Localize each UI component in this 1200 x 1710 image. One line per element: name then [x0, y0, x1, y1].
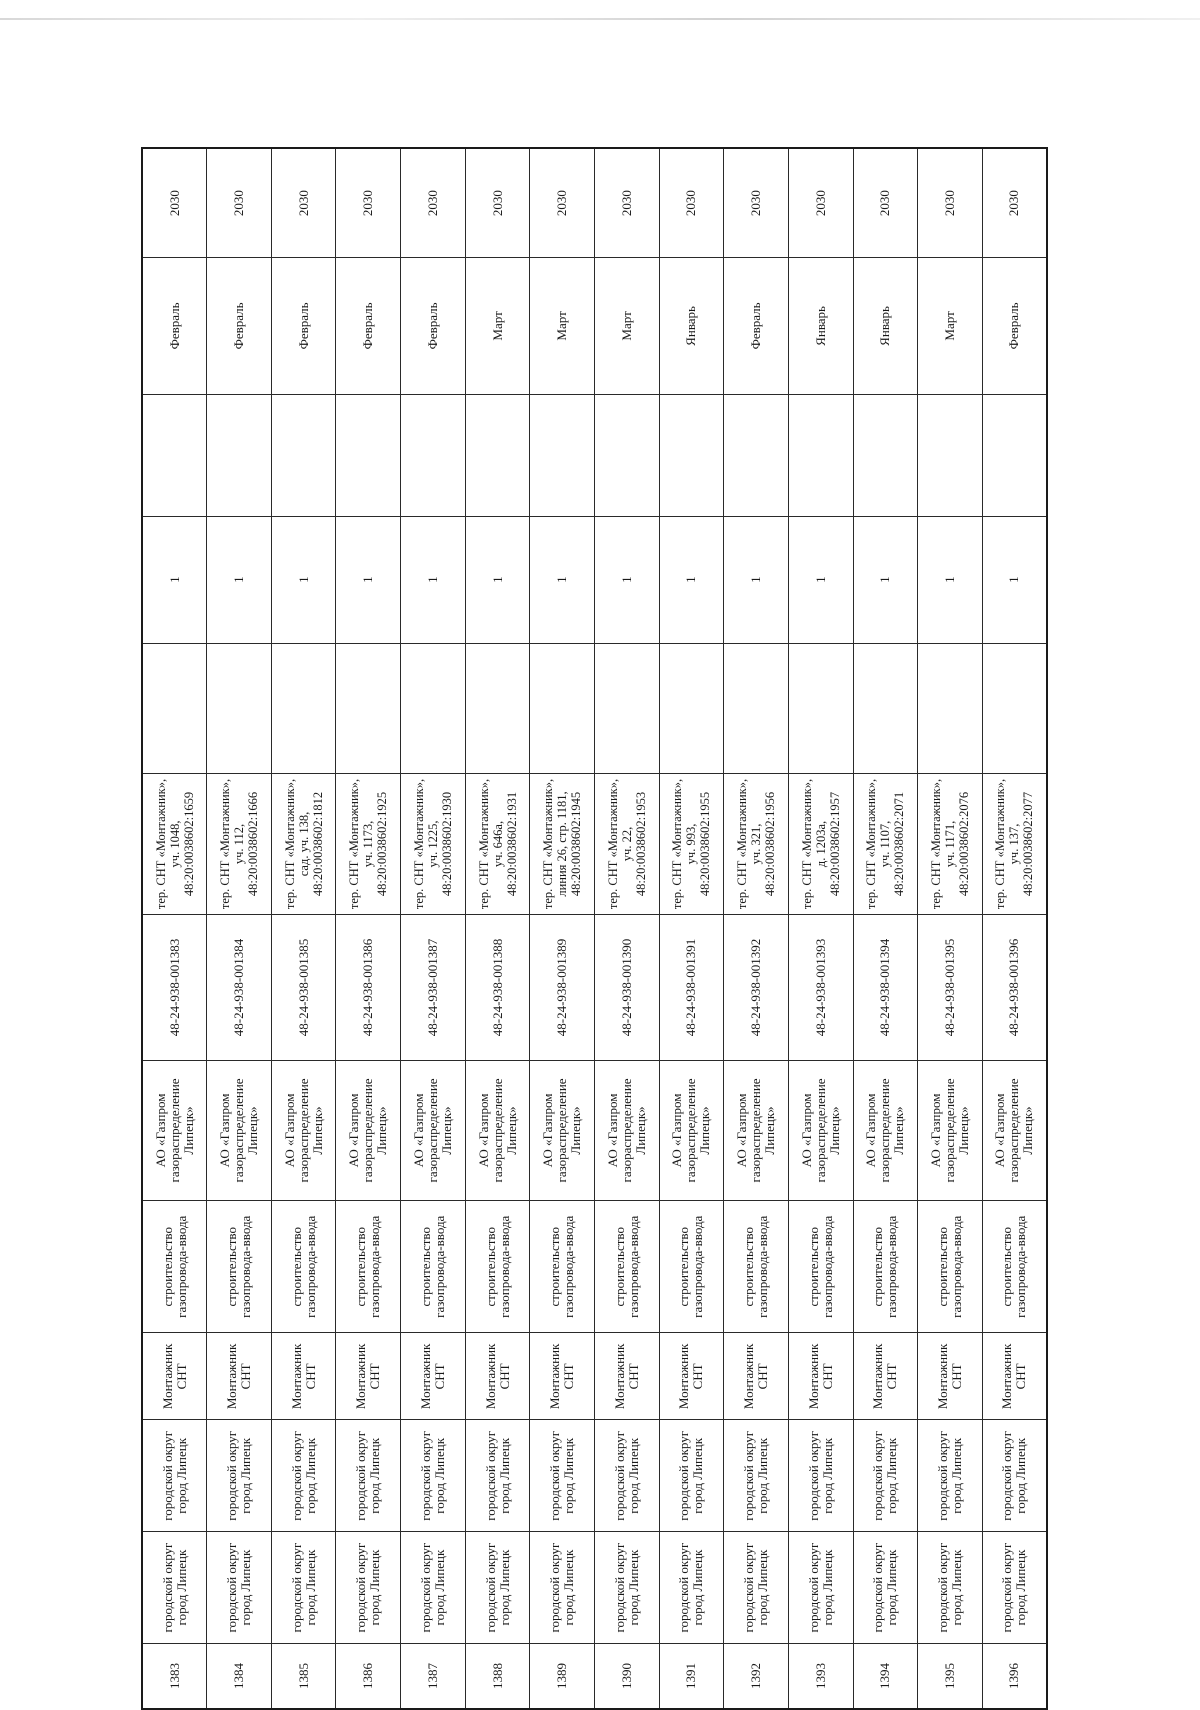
work-type-cell: строительство газопровода-ввода: [401, 1201, 466, 1333]
count-cell: 1: [918, 516, 983, 643]
municipal-district-cell: городской округ город Липецк: [271, 1532, 336, 1644]
settlement-cell: городской округ город Липецк: [659, 1420, 724, 1532]
locality-cell: Монтажник СНТ: [401, 1333, 466, 1420]
object-id-cell: 48-24-938-001394: [853, 915, 918, 1061]
empty-cell: [142, 394, 207, 516]
count-cell: 1: [982, 516, 1047, 643]
address-cell: тер. СНТ «Монтажник», д. 1203а, 48:20:0038602:1957: [788, 773, 853, 914]
organization-cell: АО «Газпром газораспределение Липецк»: [336, 1060, 401, 1200]
locality-cell: Монтажник СНТ: [724, 1333, 789, 1420]
organization-cell: АО «Газпром газораспределение Липецк»: [530, 1060, 595, 1200]
organization-cell: АО «Газпром газораспределение Липецк»: [918, 1060, 983, 1200]
month-cell: Март: [530, 258, 595, 394]
object-id-cell: 48-24-938-001396: [982, 915, 1047, 1061]
table-row: [336, 148, 401, 1709]
count-cell: 1: [530, 516, 595, 643]
table-row: [401, 148, 466, 1709]
empty-cell: [982, 643, 1047, 773]
empty-cell: [853, 394, 918, 516]
month-cell: Март: [465, 258, 530, 394]
municipal-district-cell: городской округ город Липецк: [724, 1532, 789, 1644]
municipal-district-cell: городской округ город Липецк: [659, 1532, 724, 1644]
locality-cell: Монтажник СНТ: [207, 1333, 272, 1420]
address-cell: тер. СНТ «Монтажник», уч. 137, 48:20:0038602:2077: [982, 773, 1047, 914]
object-id-cell: 48-24-938-001392: [724, 915, 789, 1061]
organization-cell: АО «Газпром газораспределение Липецк»: [401, 1060, 466, 1200]
table-row: [271, 148, 336, 1709]
table-row: [207, 148, 272, 1709]
municipal-district-cell: городской округ город Липецк: [788, 1532, 853, 1644]
row-number: 1384: [207, 1643, 272, 1709]
work-type-cell: строительство газопровода-ввода: [788, 1201, 853, 1333]
empty-cell: [530, 394, 595, 516]
work-type-cell: строительство газопровода-ввода: [207, 1201, 272, 1333]
address-cell: тер. СНТ «Монтажник», линия 26, стр. 1181, 48:20:0038602:1945: [530, 773, 595, 914]
count-cell: 1: [336, 516, 401, 643]
address-cell: тер. СНТ «Монтажник», уч. 1225, 48:20:0038602:1930: [401, 773, 466, 914]
year-cell: 2030: [401, 148, 466, 258]
table-row: [724, 148, 789, 1709]
empty-cell: [142, 643, 207, 773]
locality-cell: Монтажник СНТ: [853, 1333, 918, 1420]
address-cell: тер. СНТ «Монтажник», уч. 1107, 48:20:0038602:2071: [853, 773, 918, 914]
row-number: 1394: [853, 1643, 918, 1709]
work-type-cell: строительство газопровода-ввода: [724, 1201, 789, 1333]
table-row: [853, 148, 918, 1709]
table-row: [982, 148, 1047, 1709]
object-id-cell: 48-24-938-001390: [594, 915, 659, 1061]
empty-cell: [530, 643, 595, 773]
year-cell: 2030: [788, 148, 853, 258]
empty-cell: [659, 394, 724, 516]
month-cell: Февраль: [271, 258, 336, 394]
year-cell: 2030: [530, 148, 595, 258]
empty-cell: [982, 394, 1047, 516]
object-id-cell: 48-24-938-001393: [788, 915, 853, 1061]
municipal-district-cell: городской округ город Липецк: [594, 1532, 659, 1644]
municipal-district-cell: городской округ город Липецк: [142, 1532, 207, 1644]
month-cell: Февраль: [142, 258, 207, 394]
empty-cell: [918, 394, 983, 516]
work-type-cell: строительство газопровода-ввода: [594, 1201, 659, 1333]
empty-cell: [207, 394, 272, 516]
empty-cell: [336, 394, 401, 516]
year-cell: 2030: [336, 148, 401, 258]
empty-cell: [918, 643, 983, 773]
object-id-cell: 48-24-938-001384: [207, 915, 272, 1061]
empty-cell: [659, 643, 724, 773]
row-number: 1391: [659, 1643, 724, 1709]
locality-cell: Монтажник СНТ: [465, 1333, 530, 1420]
organization-cell: АО «Газпром газораспределение Липецк»: [271, 1060, 336, 1200]
object-id-cell: 48-24-938-001383: [142, 915, 207, 1061]
count-cell: 1: [724, 516, 789, 643]
year-cell: 2030: [853, 148, 918, 258]
locality-cell: Монтажник СНТ: [788, 1333, 853, 1420]
work-type-cell: строительство газопровода-ввода: [853, 1201, 918, 1333]
municipal-district-cell: городской округ город Липецк: [465, 1532, 530, 1644]
settlement-cell: городской округ город Липецк: [465, 1420, 530, 1532]
empty-cell: [401, 643, 466, 773]
row-number: 1386: [336, 1643, 401, 1709]
year-cell: 2030: [918, 148, 983, 258]
empty-cell: [594, 394, 659, 516]
municipal-district-cell: городской округ город Липецк: [207, 1532, 272, 1644]
work-type-cell: строительство газопровода-ввода: [465, 1201, 530, 1333]
month-cell: Февраль: [207, 258, 272, 394]
table-row: [918, 148, 983, 1709]
address-cell: тер. СНТ «Монтажник», уч. 22, 48:20:0038602:1953: [594, 773, 659, 914]
municipal-district-cell: городской округ город Липецк: [336, 1532, 401, 1644]
month-cell: Январь: [853, 258, 918, 394]
organization-cell: АО «Газпром газораспределение Липецк»: [207, 1060, 272, 1200]
row-number: 1383: [142, 1643, 207, 1709]
locality-cell: Монтажник СНТ: [659, 1333, 724, 1420]
municipal-district-cell: городской округ город Липецк: [401, 1532, 466, 1644]
month-cell: Февраль: [336, 258, 401, 394]
organization-cell: АО «Газпром газораспределение Липецк»: [853, 1060, 918, 1200]
rotated-table-wrapper: [141, 147, 1046, 1710]
municipal-district-cell: городской округ город Липецк: [530, 1532, 595, 1644]
empty-cell: [594, 643, 659, 773]
organization-cell: АО «Газпром газораспределение Липецк»: [142, 1060, 207, 1200]
count-cell: 1: [788, 516, 853, 643]
row-number: 1385: [271, 1643, 336, 1709]
count-cell: 1: [207, 516, 272, 643]
count-cell: 1: [659, 516, 724, 643]
object-id-cell: 48-24-938-001389: [530, 915, 595, 1061]
work-type-cell: строительство газопровода-ввода: [659, 1201, 724, 1333]
count-cell: 1: [465, 516, 530, 643]
year-cell: 2030: [659, 148, 724, 258]
address-cell: тер. СНТ «Монтажник», уч. 1048, 48:20:0038602:1659: [142, 773, 207, 914]
month-cell: Февраль: [982, 258, 1047, 394]
settlement-cell: городской округ город Липецк: [853, 1420, 918, 1532]
year-cell: 2030: [465, 148, 530, 258]
organization-cell: АО «Газпром газораспределение Липецк»: [982, 1060, 1047, 1200]
count-cell: 1: [271, 516, 336, 643]
table-row: [530, 148, 595, 1709]
settlement-cell: городской округ город Липецк: [142, 1420, 207, 1532]
empty-cell: [788, 394, 853, 516]
settlement-cell: городской округ город Липецк: [271, 1420, 336, 1532]
work-type-cell: строительство газопровода-ввода: [982, 1201, 1047, 1333]
organization-cell: АО «Газпром газораспределение Липецк»: [788, 1060, 853, 1200]
month-cell: Март: [918, 258, 983, 394]
year-cell: 2030: [594, 148, 659, 258]
settlement-cell: городской округ город Липецк: [724, 1420, 789, 1532]
year-cell: 2030: [982, 148, 1047, 258]
organization-cell: АО «Газпром газораспределение Липецк»: [465, 1060, 530, 1200]
year-cell: 2030: [724, 148, 789, 258]
row-number: 1393: [788, 1643, 853, 1709]
object-id-cell: 48-24-938-001391: [659, 915, 724, 1061]
object-id-cell: 48-24-938-001386: [336, 915, 401, 1061]
locality-cell: Монтажник СНТ: [982, 1333, 1047, 1420]
locality-cell: Монтажник СНТ: [271, 1333, 336, 1420]
table-row: [465, 148, 530, 1709]
locality-cell: Монтажник СНТ: [142, 1333, 207, 1420]
count-cell: 1: [401, 516, 466, 643]
year-cell: 2030: [271, 148, 336, 258]
locality-cell: Монтажник СНТ: [336, 1333, 401, 1420]
settlement-cell: городской округ город Липецк: [982, 1420, 1047, 1532]
work-type-cell: строительство газопровода-ввода: [271, 1201, 336, 1333]
address-cell: тер. СНТ «Монтажник», уч. 1173, 48:20:0038602:1925: [336, 773, 401, 914]
municipal-district-cell: городской округ город Липецк: [918, 1532, 983, 1644]
empty-cell: [465, 643, 530, 773]
settlement-cell: городской округ город Липецк: [918, 1420, 983, 1532]
empty-cell: [336, 643, 401, 773]
count-cell: 1: [142, 516, 207, 643]
settlement-cell: городской округ город Липецк: [594, 1420, 659, 1532]
settlement-cell: городской округ город Липецк: [401, 1420, 466, 1532]
year-cell: 2030: [207, 148, 272, 258]
work-type-cell: строительство газопровода-ввода: [142, 1201, 207, 1333]
locality-cell: Монтажник СНТ: [594, 1333, 659, 1420]
gasification-schedule-table: [141, 147, 1048, 1710]
count-cell: 1: [853, 516, 918, 643]
settlement-cell: городской округ город Липецк: [788, 1420, 853, 1532]
settlement-cell: городской округ город Липецк: [336, 1420, 401, 1532]
month-cell: Февраль: [724, 258, 789, 394]
table-row: [659, 148, 724, 1709]
settlement-cell: городской округ город Липецк: [207, 1420, 272, 1532]
municipal-district-cell: городской округ город Липецк: [853, 1532, 918, 1644]
organization-cell: АО «Газпром газораспределение Липецк»: [594, 1060, 659, 1200]
row-number: 1392: [724, 1643, 789, 1709]
municipal-district-cell: городской округ город Липецк: [982, 1532, 1047, 1644]
object-id-cell: 48-24-938-001387: [401, 915, 466, 1061]
scan-edge-artifact: [0, 18, 1200, 20]
month-cell: Январь: [788, 258, 853, 394]
address-cell: тер. СНТ «Монтажник», сад. уч. 138, 48:20:0038602:1812: [271, 773, 336, 914]
object-id-cell: 48-24-938-001385: [271, 915, 336, 1061]
empty-cell: [853, 643, 918, 773]
row-number: 1390: [594, 1643, 659, 1709]
row-number: 1388: [465, 1643, 530, 1709]
table-row: [142, 148, 207, 1709]
row-number: 1396: [982, 1643, 1047, 1709]
work-type-cell: строительство газопровода-ввода: [530, 1201, 595, 1333]
count-cell: 1: [594, 516, 659, 643]
row-number: 1389: [530, 1643, 595, 1709]
address-cell: тер. СНТ «Монтажник», уч. 646а, 48:20:0038602:1931: [465, 773, 530, 914]
address-cell: тер. СНТ «Монтажник», уч. 321, 48:20:0038602:1956: [724, 773, 789, 914]
empty-cell: [465, 394, 530, 516]
empty-cell: [207, 643, 272, 773]
address-cell: тер. СНТ «Монтажник», уч. 993, 48:20:0038602:1955: [659, 773, 724, 914]
empty-cell: [271, 643, 336, 773]
work-type-cell: строительство газопровода-ввода: [918, 1201, 983, 1333]
empty-cell: [724, 643, 789, 773]
empty-cell: [724, 394, 789, 516]
table-row: [788, 148, 853, 1709]
address-cell: тер. СНТ «Монтажник», уч. 1171, 48:20:0038602:2076: [918, 773, 983, 914]
empty-cell: [271, 394, 336, 516]
empty-cell: [788, 643, 853, 773]
row-number: 1387: [401, 1643, 466, 1709]
settlement-cell: городской округ город Липецк: [530, 1420, 595, 1532]
row-number: 1395: [918, 1643, 983, 1709]
address-cell: тер. СНТ «Монтажник», уч. 112, 48:20:0038602:1666: [207, 773, 272, 914]
empty-cell: [401, 394, 466, 516]
table-row: [594, 148, 659, 1709]
object-id-cell: 48-24-938-001388: [465, 915, 530, 1061]
year-cell: 2030: [142, 148, 207, 258]
table-body: [142, 148, 1047, 1709]
locality-cell: Монтажник СНТ: [530, 1333, 595, 1420]
month-cell: Январь: [659, 258, 724, 394]
organization-cell: АО «Газпром газораспределение Липецк»: [724, 1060, 789, 1200]
organization-cell: АО «Газпром газораспределение Липецк»: [659, 1060, 724, 1200]
object-id-cell: 48-24-938-001395: [918, 915, 983, 1061]
month-cell: Март: [594, 258, 659, 394]
work-type-cell: строительство газопровода-ввода: [336, 1201, 401, 1333]
month-cell: Февраль: [401, 258, 466, 394]
locality-cell: Монтажник СНТ: [918, 1333, 983, 1420]
